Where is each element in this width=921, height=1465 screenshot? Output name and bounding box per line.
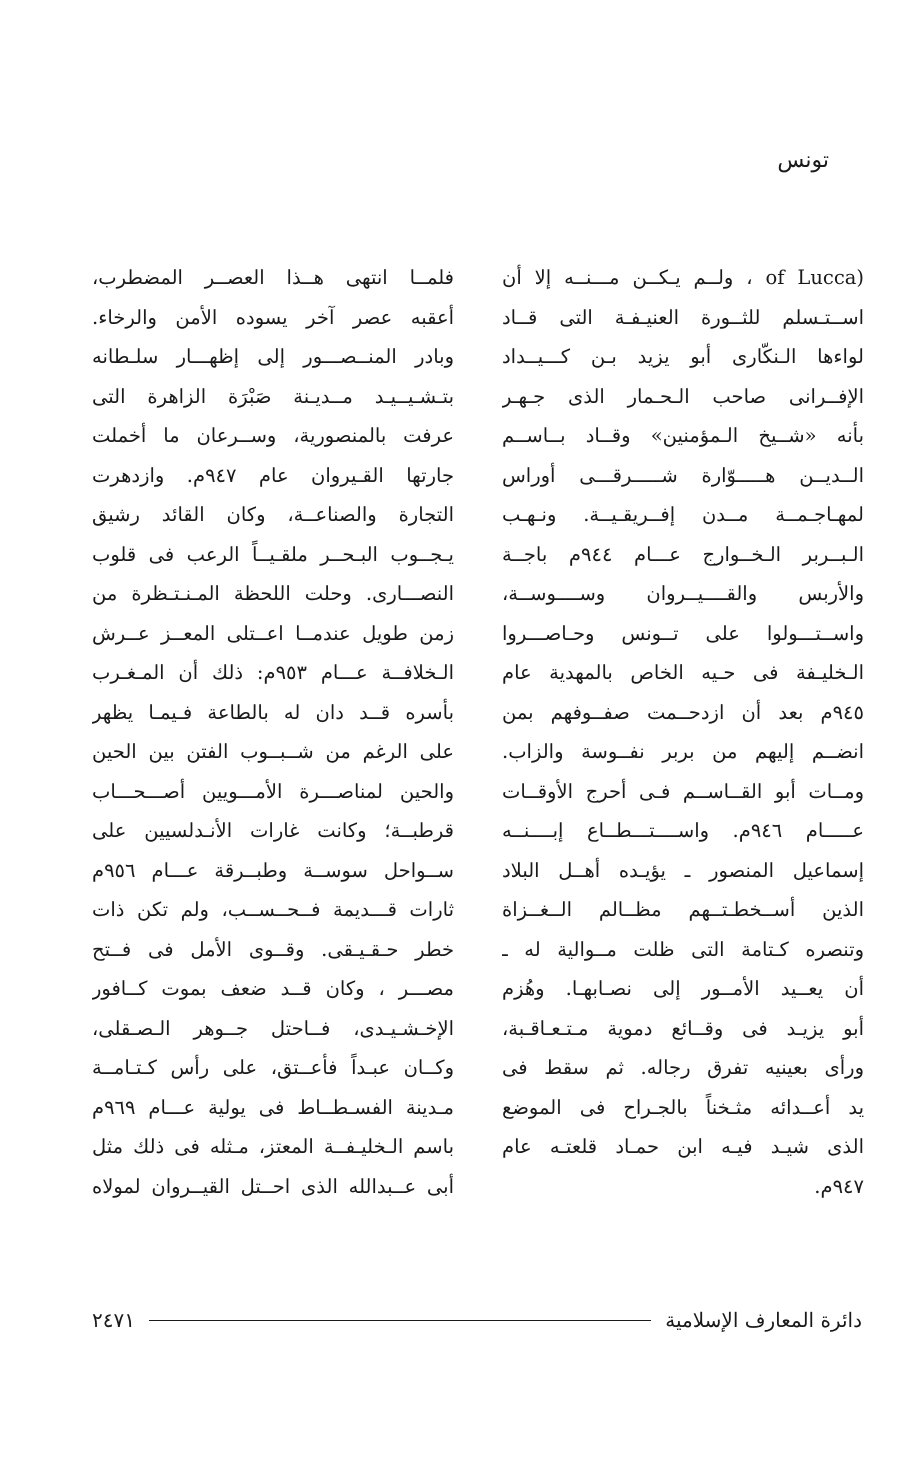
text-line: عرفت بالمنصورية، وســرعان ما أخملت [92, 424, 454, 447]
text-line: وتنصره كـتامة التى ظلت مــوالية له ـ [502, 937, 864, 961]
text-line: بتـشـيــيـد مــديـنة صَبْرَة الزاهرة التى [92, 384, 454, 408]
text-line: والأربس والقــــيــروان وســــوســة، [502, 582, 864, 605]
text-line: الـخليـفة فى حـيه الخاص بالمهدية عام [502, 661, 864, 684]
text-line: أبى عــبدالله الذى احــتل القيــروان لمولاه [92, 1174, 454, 1198]
text-line: ثارات قـــديمة فــحــســب، ولم تكن ذات [92, 898, 454, 921]
text-line: (of Lucca ، ولــم يـكــن مـــنــه إلا أن [502, 266, 864, 289]
text-line: ورأى بعينيه تفرق رجاله. ثم سقط فى [502, 1056, 864, 1079]
text-line: الذين أســخطـتــهم مظــالم الــغــزاة [502, 898, 864, 921]
text-line: أعقبه عصر آخر يسوده الأمن والرخاء. [92, 305, 454, 329]
footer-book-title: دائرة المعارف الإسلامية [665, 1308, 862, 1332]
text-line: بأنه «شــيخ الـمؤمنين» وقــاد بــاســم [502, 424, 864, 447]
text-line: التجارة والصناعــة، وكان القائد رشيق [92, 503, 454, 526]
text-line: باسم الـخليـفــة المعتز، مـثله فى ذلك مثل [92, 1135, 454, 1158]
text-line: بأسره قــد دان له بالطاعة فـيمـا يظهر [92, 700, 454, 724]
text-line: والحين لمناصـــرة الأمـــويين أصـــحـــاب [92, 779, 454, 803]
text-line: يد أعــدائه مثـخناً بالجـراح فى الموضع [502, 1095, 864, 1119]
text-line: قرطبــة؛ وكانت غارات الأنـدلسيين على [92, 819, 454, 842]
text-line: ٩٤٧م. [814, 1174, 864, 1198]
footer-divider-rule [149, 1320, 651, 1321]
text-line: عـــــام ٩٤٦م. واســــتـــطــاع إبــــنــه [502, 819, 864, 842]
text-line: يـجــوب البـحــر ملقـيــاً الرعب فى قلوب [92, 542, 454, 566]
text-line: الـخلافــة عـــام ٩٥٣م: ذلك أن المـغـرب [92, 661, 454, 684]
text-line: ومــات أبو القــاســم فـى أحرج الأوقــات [502, 779, 864, 803]
text-line: لواءها الـنكّارى أبو يزيد بـن كـــيــداد [502, 345, 864, 368]
text-line: اســتـسلم للثــورة العنيـفـة التى قــاد [502, 305, 864, 329]
text-line: أبو يزيـد فى وقــائع دموية مـتـعـاقـبة، [502, 1016, 864, 1040]
text-line: ٩٤٥م بعد أن ازدحــمت صفــوفهم بمن [502, 700, 864, 724]
text-line: انضــم إليهم من بربر نفــوسة والزاب. [502, 740, 864, 763]
text-line: على الرغم من شــبــوب الفتن بين الحين [92, 740, 454, 763]
text-line: الذى شيـد فيـه ابن حمـاد قلعتـه عام [502, 1135, 864, 1158]
text-line: النصـــارى. وحلت اللحظة المـنـتـظرة من [92, 582, 454, 605]
text-line: أن يعــيد الأمــور إلى نصـابهـا. وهُزم [502, 977, 864, 1000]
text-line: مصـــر ، وكان قــد ضعف بموت كــافور [92, 977, 454, 1000]
text-line: لمهـاجـمــة مــدن إفــريقـيــة. ونـهـب [502, 503, 864, 526]
text-line: الإخـشـيـدى، فــاحتل جــوهر الـصـقلى، [92, 1016, 454, 1040]
text-line: وكــان عبـداً فأعــتق، على رأس كـتـامــة [92, 1056, 454, 1079]
text-line: وبادر المنــصـــور إلى إظهـــار سلـطانه [92, 345, 454, 368]
page-footer [92, 1300, 862, 1340]
running-head-title: تونس [777, 148, 829, 173]
left-text-column [92, 258, 454, 1206]
text-line: ســواحل سوســة وطبــرقة عـــام ٩٥٦م [92, 858, 454, 882]
text-line: مـدينة الفسـطــاط فى يولية عـــام ٩٦٩م [92, 1095, 454, 1119]
text-line: الإفــرانى صاحب الـحـمار الذى جـهـر [502, 384, 864, 408]
text-line: الــديــن هـــــوّارة شـــــرقـــى أوراس [502, 463, 864, 487]
text-line: إسماعيل المنصور ـ يؤيـده أهــل البلاد [502, 858, 864, 882]
text-line: جارتها القـيروان عام ٩٤٧م. وازدهرت [92, 463, 454, 487]
footer-page-number: ٢٤٧١ [92, 1308, 135, 1332]
text-line: الـبــربر الـخــوارج عـــام ٩٤٤م باجــة [502, 542, 864, 566]
right-text-column [502, 258, 864, 1206]
text-line: خطر حـقـيـقى. وقــوى الأمل فى فــتح [92, 937, 454, 961]
text-line: زمن طويل عندمــا اعــتلى المعــز عــرش [92, 621, 454, 645]
text-line: فلمــا انتهى هــذا العصــر المضطرب، [92, 266, 454, 289]
text-line: واســتـــولوا على تــونس وحـاصـــروا [502, 621, 864, 645]
